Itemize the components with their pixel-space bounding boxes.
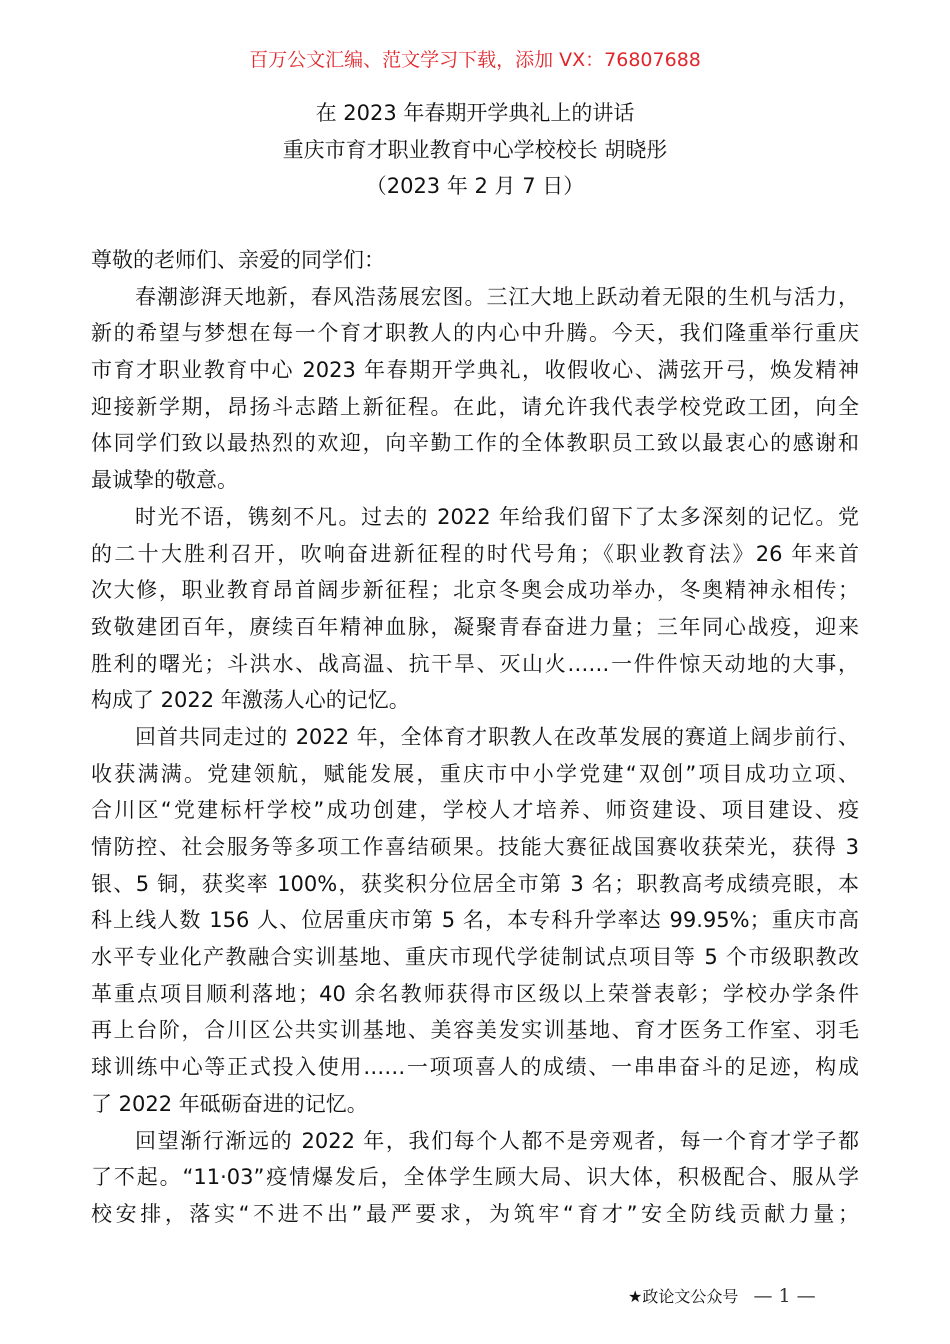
- text-line: 时光不语，镌刻不凡。过去的 2022 年给我们留下了太多深刻的记忆。党: [135, 504, 859, 529]
- text-line: 再上台阶，合川区公共实训基地、美容美发实训基地、育才医务工作室、羽毛: [91, 1018, 859, 1043]
- text-line: 迎接新学期，昂扬斗志踏上新征程。在此，请允许我代表学校党政工团，向全: [91, 394, 859, 419]
- watermark-banner: 百万公文汇编、范文学习下载，添加 VX：76807688: [249, 49, 701, 71]
- text-line: 致敬建团百年，赓续百年精神血脉，凝聚青春奋进力量；三年同心战疫，迎来: [91, 614, 859, 639]
- paragraph: [91, 279, 859, 499]
- text-line: 银、5 铜，获奖率 100%，获奖积分位居全市第 3 名；职教高考成绩亮眼，本: [91, 871, 859, 896]
- page-number: — 1 —: [753, 1285, 816, 1307]
- speaker-line: 重庆市育才职业教育中心学校校长 胡晓彤: [282, 138, 668, 162]
- page-footer: [628, 1284, 816, 1307]
- text-line: 回望渐行渐远的 2022 年，我们每个人都不是旁观者，每一个育才学子都: [135, 1128, 859, 1153]
- text-line: 收获满满。党建领航，赋能发展，重庆市中小学党建“双创”项目成功立项、: [91, 761, 859, 786]
- text-line: 水平专业化产教融合实训基地、重庆市现代学徒制试点项目等 5 个市级职教改: [91, 945, 859, 970]
- text-line: 科上线人数 156 人、位居重庆市第 5 名，本专科升学率达 99.95%；重庆市高: [91, 908, 859, 933]
- text-line: 了 2022 年砥砺奋进的记忆。: [91, 1091, 368, 1116]
- text-line: 了不起。“11·03”疫情爆发后，全体学生顾大局、识大体，积极配合、服从学: [91, 1165, 859, 1190]
- text-line: 体同学们致以最热烈的欢迎，向辛勤工作的全体教职员工致以最衷心的感谢和: [91, 431, 859, 456]
- text-line: 的二十大胜利召开，吹响奋进新征程的时代号角；《职业教育法》26 年来首: [91, 541, 859, 566]
- paragraph: [91, 719, 859, 1123]
- paragraph: [91, 1123, 859, 1233]
- text-line: 校安排，落实“不进不出”最严要求，为筑牢“育才”安全防线贡献力量；: [91, 1201, 859, 1226]
- text-line: 最诚挚的敬意。: [91, 468, 238, 493]
- speech-date: （2023 年 2 月 7 日）: [365, 174, 585, 198]
- text-line: 尊敬的老师们、亲爱的同学们：: [91, 248, 385, 272]
- text-line: 构成了 2022 年激荡人心的记忆。: [91, 688, 410, 713]
- text-line: 回首共同走过的 2022 年，全体育才职教人在改革发展的赛道上阔步前行、: [135, 724, 859, 749]
- text-line: 胜利的曙光；斗洪水、战高温、抗干旱、灭山火……一件件惊天动地的大事，: [91, 651, 859, 676]
- text-line: 合川区“党建标杆学校”成功创建，学校人才培养、师资建设、项目建设、疫: [91, 798, 859, 823]
- text-line: 球训练中心等正式投入使用……一项项喜人的成绩、一串串奋斗的足迹，构成: [91, 1055, 859, 1080]
- text-line: 春潮澎湃天地新，春风浩荡展宏图。三江大地上跃动着无限的生机与活力，: [135, 284, 859, 309]
- paragraph: [91, 499, 859, 719]
- text-line: 革重点项目顺利落地；40 余名教师获得市区级以上荣誉表彰；学校办学条件: [91, 981, 859, 1006]
- speech-title: 在 2023 年春期开学典礼上的讲话: [315, 101, 635, 125]
- text-line: 市育才职业教育中心 2023 年春期开学典礼，收假收心、满弦开弓，焕发精神: [91, 358, 859, 383]
- text-line: 情防控、社会服务等多项工作喜结硕果。技能大赛征战国赛收获荣光，获得 3: [91, 835, 859, 859]
- text-line: 新的希望与梦想在每一个育才职教人的内心中升腾。今天，我们隆重举行重庆: [91, 321, 859, 346]
- text-line: 次大修，职业教育昂首阔步新征程；北京冬奥会成功举办，冬奥精神永相传；: [91, 578, 859, 603]
- footer-source: ★政论文公众号: [628, 1287, 739, 1306]
- paragraph: [91, 242, 859, 279]
- document-body: [91, 242, 859, 1233]
